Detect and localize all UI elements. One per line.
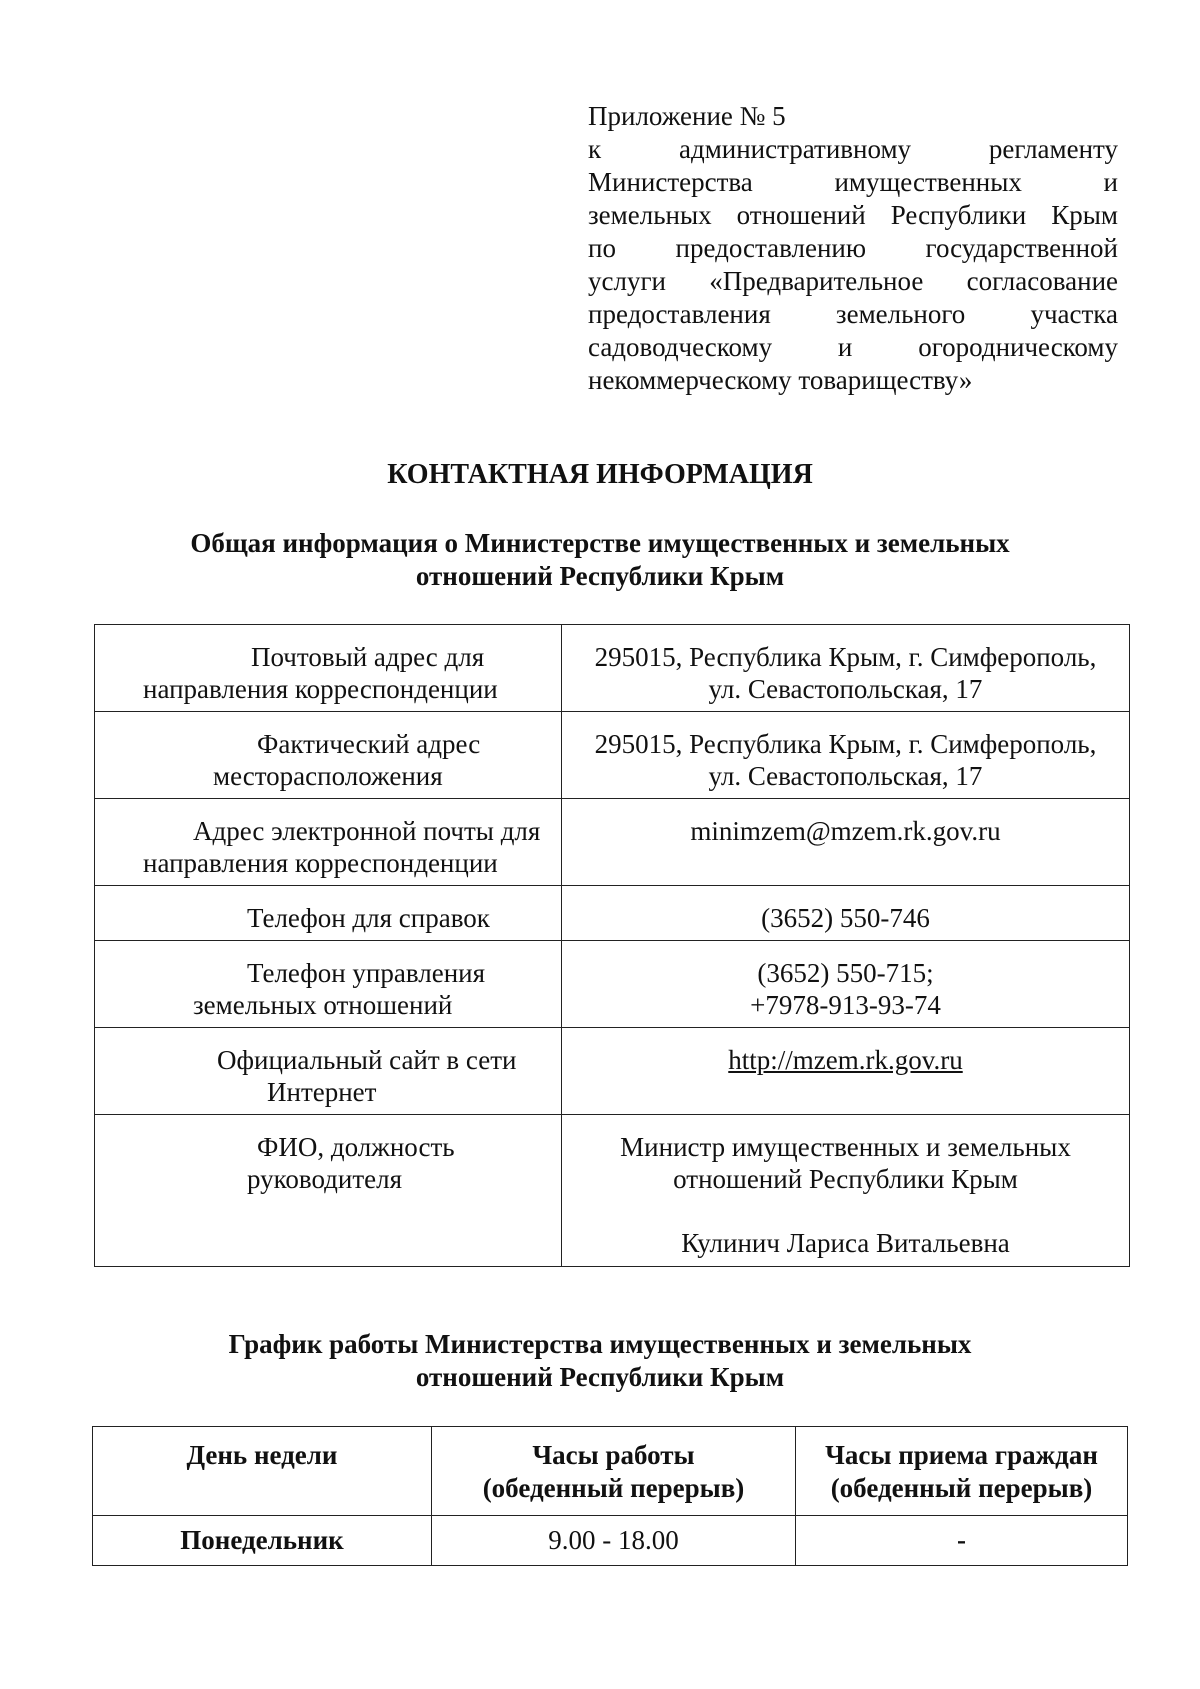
contact-label xyxy=(95,941,562,1028)
contact-label-line: земельных отношений xyxy=(193,990,453,1020)
spacer xyxy=(568,1195,1123,1227)
contact-value-line: 295015, Республика Крым, г. Симферополь, xyxy=(594,729,1097,759)
appendix-number: Приложение № 5 xyxy=(588,101,786,131)
contact-label xyxy=(95,1115,562,1267)
header-reception-line: (обеденный перерыв) xyxy=(830,1473,1093,1503)
head-position-line: отношений Республики Крым xyxy=(673,1164,1018,1194)
head-name: Кулинич Лариса Витальевна xyxy=(681,1228,1010,1258)
table-row xyxy=(95,1115,1130,1267)
appendix-line: услуги «Предварительное согласование xyxy=(588,266,1118,296)
contact-label-line: Телефон для справок xyxy=(247,903,490,933)
table-row xyxy=(95,1028,1130,1115)
contact-label-line: руководителя xyxy=(247,1164,403,1194)
appendix-line: по предоставлению государственной xyxy=(588,233,1118,263)
document-title: КОНТАКТНАЯ ИНФОРМАЦИЯ xyxy=(387,459,813,490)
contact-phone: (3652) 550-715; xyxy=(757,958,934,988)
appendix-line: садоводческому и огородническому xyxy=(588,332,1118,362)
header-day-text: День недели xyxy=(186,1440,338,1470)
website-link[interactable]: http://mzem.rk.gov.ru xyxy=(728,1045,963,1075)
contact-value-line: ул. Севастопольская, 17 xyxy=(708,761,983,791)
contact-value xyxy=(562,625,1130,712)
appendix-line: некоммерческому товариществу» xyxy=(588,365,973,395)
contact-label xyxy=(95,799,562,886)
schedule-table xyxy=(92,1426,1128,1566)
contact-value xyxy=(562,799,1130,886)
table-row xyxy=(95,712,1130,799)
contact-phone: +7978-913-93-74 xyxy=(750,990,941,1020)
table-row xyxy=(95,941,1130,1028)
contact-value xyxy=(562,712,1130,799)
contact-label xyxy=(95,1028,562,1115)
header-reception-line: Часы приема граждан xyxy=(825,1440,1098,1470)
header-hours xyxy=(432,1427,796,1516)
contact-label-line: Официальный сайт в сети xyxy=(217,1045,517,1075)
contact-label xyxy=(95,886,562,941)
schedule-reception: - xyxy=(796,1516,1128,1566)
appendix-line: Министерства имущественных и xyxy=(588,167,1118,197)
contact-value xyxy=(562,886,1130,941)
contact-value-line: 295015, Республика Крым, г. Симферополь, xyxy=(594,642,1097,672)
schedule-hours: 9.00 - 18.00 xyxy=(432,1516,796,1566)
table-row xyxy=(95,799,1130,886)
header-day xyxy=(93,1427,432,1516)
contact-label-line: направления корреспонденции xyxy=(143,848,498,878)
contact-label-line: Адрес электронной почты для xyxy=(193,816,541,846)
schedule-heading xyxy=(0,1328,1200,1394)
header-hours-line: (обеденный перерыв) xyxy=(482,1473,745,1503)
contact-label xyxy=(95,625,562,712)
contact-label-line: Интернет xyxy=(267,1077,377,1107)
schedule-heading-line: отношений Республики Крым xyxy=(415,1362,785,1392)
header-hours-line: Часы работы xyxy=(532,1440,695,1470)
table-header-row xyxy=(93,1427,1128,1516)
schedule-day: Понедельник xyxy=(93,1516,432,1566)
general-info-heading xyxy=(0,527,1200,593)
table-row xyxy=(95,886,1130,941)
contact-value xyxy=(562,1115,1130,1267)
head-position-line: Министр имущественных и земельных xyxy=(620,1132,1071,1162)
contact-email: minimzem@mzem.rk.gov.ru xyxy=(690,816,1001,846)
contact-label-line: месторасположения xyxy=(213,761,443,791)
contact-label-line: ФИО, должность xyxy=(257,1132,455,1162)
appendix-block xyxy=(588,100,1118,397)
appendix-line: земельных отношений Республики Крым xyxy=(588,200,1118,230)
table-row xyxy=(95,625,1130,712)
schedule-heading-line: График работы Министерства имущественных и земельных xyxy=(228,1329,972,1359)
table-row xyxy=(93,1516,1128,1566)
contact-label-line: Телефон управления xyxy=(247,958,486,988)
general-info-heading-line: Общая информация о Министерстве имущественных и земельных xyxy=(190,528,1010,558)
general-info-heading-line: отношений Республики Крым xyxy=(415,561,785,591)
contacts-table xyxy=(94,624,1130,1267)
contact-value-line: ул. Севастопольская, 17 xyxy=(708,674,983,704)
appendix-line: к административному регламенту xyxy=(588,134,1118,164)
contact-value xyxy=(562,1028,1130,1115)
contact-label-line: направления корреспонденции xyxy=(143,674,498,704)
header-reception xyxy=(796,1427,1128,1516)
contact-label-line: Почтовый адрес для xyxy=(251,642,485,672)
contact-phone: (3652) 550-746 xyxy=(761,903,930,933)
contact-label xyxy=(95,712,562,799)
contact-label-line: Фактический адрес xyxy=(257,729,481,759)
appendix-line: предоставления земельного участка xyxy=(588,299,1118,329)
contact-value xyxy=(562,941,1130,1028)
